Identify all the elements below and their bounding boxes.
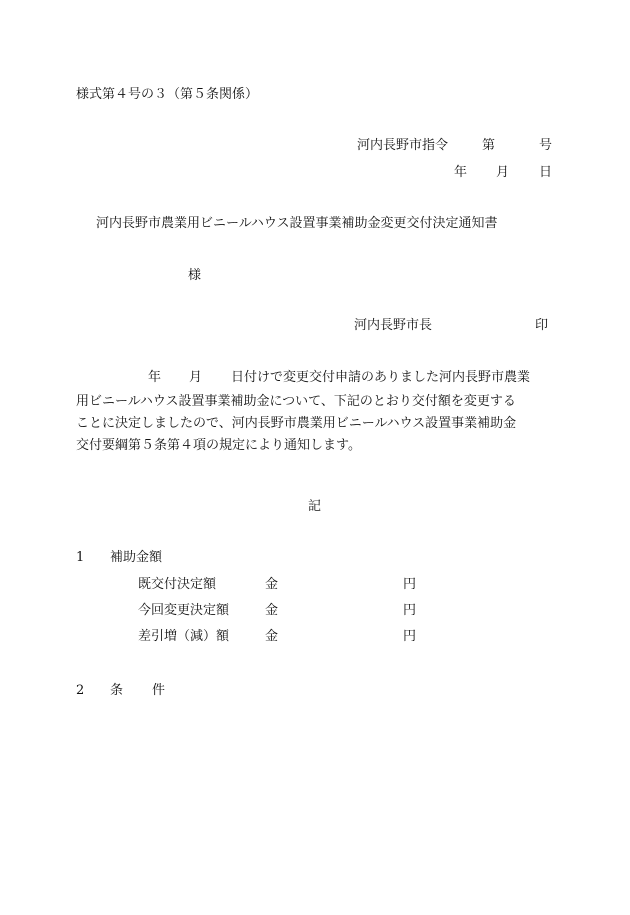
seal-mark: 印 — [535, 318, 549, 333]
body-line-3: ことに決定しましたので、河内長野市農業用ビニールハウス設置事業補助金 — [76, 416, 517, 431]
date-day: 日 — [539, 165, 553, 180]
amount-row-label: 既交付決定額 — [138, 577, 217, 592]
body-line-2: 用ビニールハウス設置事業補助金について、下記のとおり交付額を変更する — [76, 394, 516, 409]
body-paragraph — [76, 391, 556, 457]
amount-row-yen: 円 — [403, 603, 417, 618]
section-1-title: 補助金額 — [110, 550, 163, 565]
form-number-label: 様式第４号の３（第５条関係） — [76, 87, 259, 102]
amount-row-label: 今回変更決定額 — [138, 603, 230, 618]
body-line-4: 交付要綱第５条第４項の規定により通知します。 — [76, 438, 361, 453]
document-title: 河内長野市農業用ビニールハウス設置事業補助金変更交付決定通知書 — [96, 216, 498, 231]
section-2-title-b: 件 — [152, 683, 166, 698]
amount-row-label: 差引増（減）額 — [138, 629, 230, 644]
amount-row-yen: 円 — [403, 629, 417, 644]
section-1-number: 1 — [76, 550, 85, 565]
amount-row-kin: 金 — [265, 629, 279, 644]
date-year: 年 — [454, 165, 468, 180]
amount-row-kin: 金 — [265, 577, 279, 592]
addressee-suffix: 様 — [188, 268, 202, 283]
sender-name: 河内長野市長 — [354, 318, 433, 333]
section-2-title-a: 条 — [110, 683, 124, 698]
issuer-ref-prefix: 河内長野市指令 — [357, 138, 449, 153]
amount-row-kin: 金 — [265, 603, 279, 618]
body-line-1: 日付けで変更交付申請のありました河内長野市農業 — [231, 370, 531, 385]
issuer-ref-go: 号 — [539, 138, 553, 153]
issuer-ref-dai: 第 — [482, 138, 496, 153]
ki-heading: 記 — [308, 499, 322, 514]
body-month: 月 — [189, 370, 203, 385]
section-2-number: 2 — [76, 683, 85, 698]
body-year: 年 — [148, 370, 162, 385]
date-month: 月 — [496, 165, 510, 180]
amount-row-yen: 円 — [403, 577, 417, 592]
